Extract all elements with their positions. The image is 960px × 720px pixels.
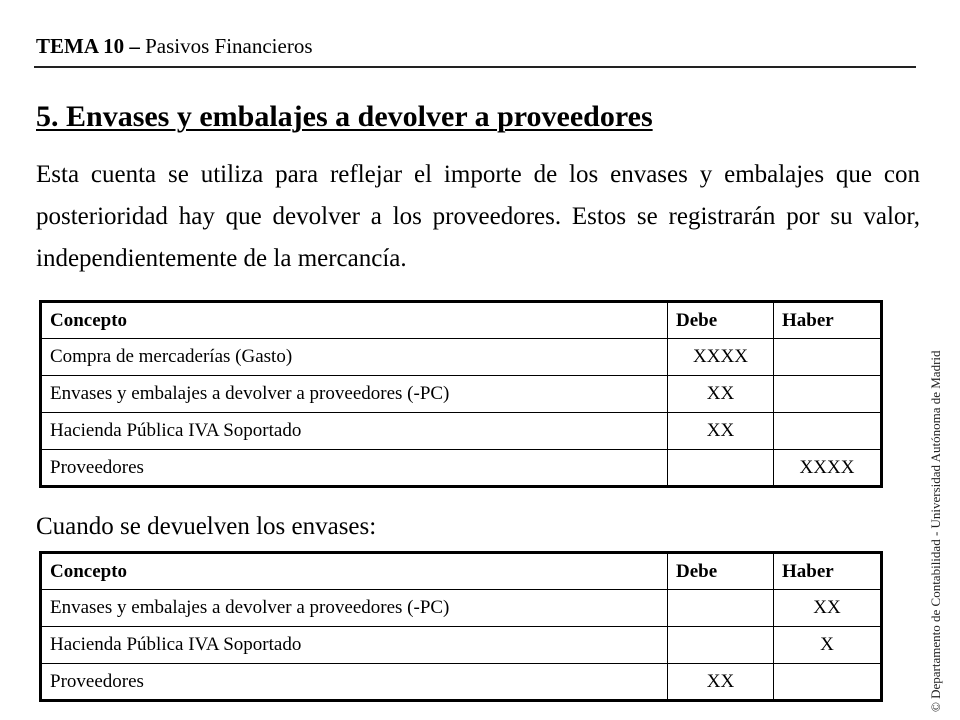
haber-cell: XX [774,590,882,627]
debe-cell: XX [668,413,774,450]
debe-cell: XX [668,664,774,701]
debe-cell: XXXX [668,339,774,376]
topic-name: Pasivos Financieros [145,34,313,58]
table-row [41,339,882,376]
slide-header [36,34,313,59]
table-header-row [41,553,882,590]
table-row [41,664,882,701]
table-row [41,450,882,487]
concepto-cell: Hacienda Pública IVA Soportado [41,413,668,450]
intro-paragraph: Esta cuenta se utiliza para reflejar el importe de los envases y embalajes que con posterioridad hay que devolver a los proveedores. Estos se registrarán por su valor, independientemente de la mercancía. [36,161,920,272]
concepto-cell: Hacienda Pública IVA Soportado [41,627,668,664]
haber-cell: XXXX [774,450,882,487]
concepto-cell: Envases y embalajes a devolver a proveedores (-PC) [41,590,668,627]
concepto-cell: Compra de mercaderías (Gasto) [41,339,668,376]
haber-cell [774,413,882,450]
concepto-cell: Proveedores [41,664,668,701]
debe-cell [668,627,774,664]
copyright-side-note: © Departamento de Contabilidad - Universidad Autónoma de Madrid [928,350,943,712]
journal-table-purchase [39,300,883,488]
concepto-cell: Proveedores [41,450,668,487]
return-subtitle: Cuando se devuelven los envases: [36,513,377,540]
header-concepto: Concepto [41,302,668,339]
haber-cell: X [774,627,882,664]
haber-cell [774,339,882,376]
header-haber: Haber [774,302,882,339]
debe-cell [668,450,774,487]
haber-cell [774,376,882,413]
table-row [41,627,882,664]
table-row [41,590,882,627]
debe-cell [668,590,774,627]
table-row [41,376,882,413]
header-divider [34,66,916,68]
table-row [41,413,882,450]
section-title: 5. Envases y embalajes a devolver a proveedores [36,100,653,133]
header-concepto: Concepto [41,553,668,590]
header-haber: Haber [774,553,882,590]
journal-table-return [39,551,883,702]
haber-cell [774,664,882,701]
header-debe: Debe [668,302,774,339]
header-debe: Debe [668,553,774,590]
table-header-row [41,302,882,339]
concepto-cell: Envases y embalajes a devolver a proveedores (-PC) [41,376,668,413]
debe-cell: XX [668,376,774,413]
topic-number: TEMA 10 – [36,34,140,58]
